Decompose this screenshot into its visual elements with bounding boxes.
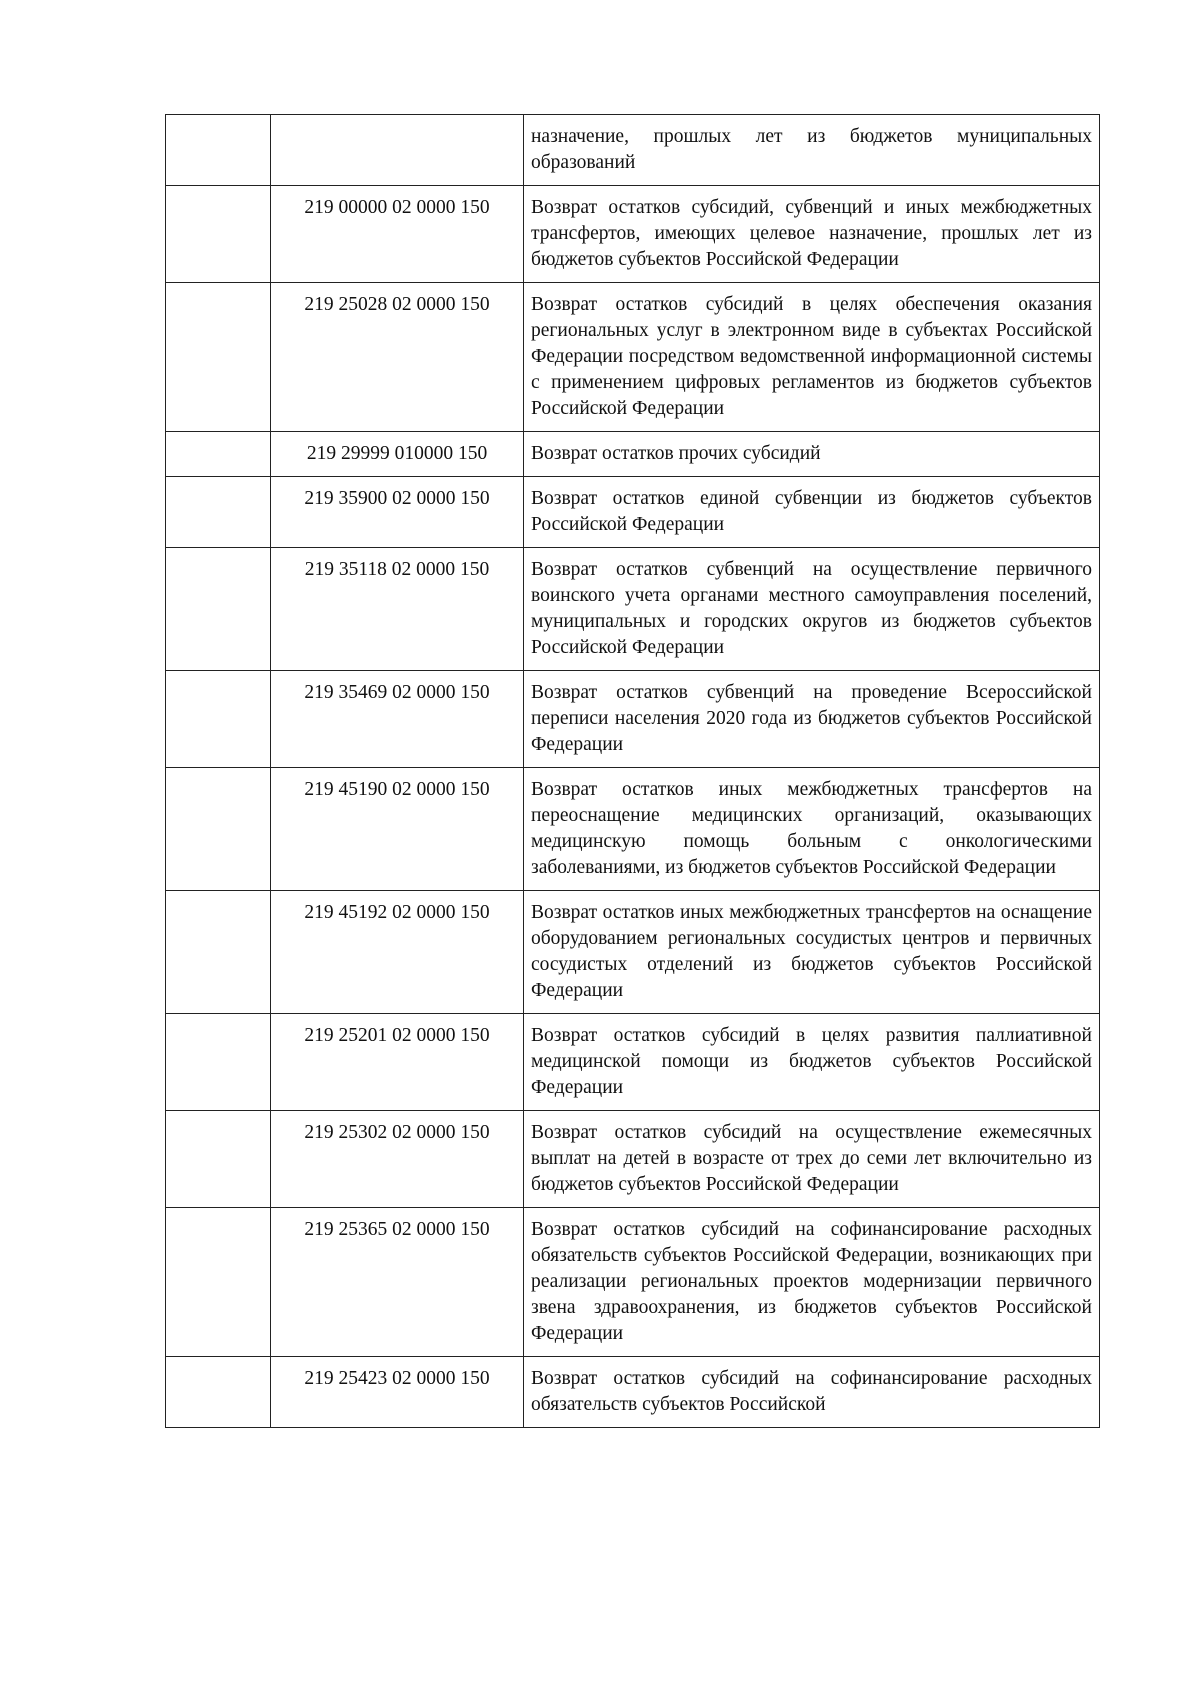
empty-cell <box>166 1357 271 1428</box>
table-row <box>166 477 1100 548</box>
table-row <box>166 548 1100 671</box>
empty-cell <box>166 891 271 1014</box>
code-cell: 219 35118 02 0000 150 <box>271 548 524 671</box>
table-row <box>166 186 1100 283</box>
description-cell: Возврат остатков субвенций на осуществление первичного воинского учета органами местного самоуправления поселений, муниципальных и городских округов из бюджетов субъектов Российской Федерации <box>524 548 1100 671</box>
table-row <box>166 671 1100 768</box>
table-row <box>166 432 1100 477</box>
table-row <box>166 891 1100 1014</box>
description-cell: Возврат остатков субвенций на проведение Всероссийской переписи населения 2020 года из бюджетов субъектов Российской Федерации <box>524 671 1100 768</box>
table-row <box>166 1014 1100 1111</box>
empty-cell <box>166 115 271 186</box>
empty-cell <box>166 671 271 768</box>
description-cell: Возврат остатков иных межбюджетных трансфертов на переоснащение медицинских организаций, оказывающих медицинскую помощь больным с онкологическими заболеваниями, из бюджетов субъектов Российской Федерации <box>524 768 1100 891</box>
code-cell: 219 25365 02 0000 150 <box>271 1208 524 1357</box>
empty-cell <box>166 1014 271 1111</box>
empty-cell <box>166 432 271 477</box>
code-cell: 219 35469 02 0000 150 <box>271 671 524 768</box>
empty-cell <box>166 477 271 548</box>
table-row <box>166 1208 1100 1357</box>
description-cell: Возврат остатков субсидий в целях обеспечения оказания региональных услуг в электронном виде в субъектах Российской Федерации посредством ведомственной информационной системы с применением цифровых регламентов из бюджетов субъектов Российской Федерации <box>524 283 1100 432</box>
description-cell: назначение, прошлых лет из бюджетов муниципальных образований <box>524 115 1100 186</box>
table-row <box>166 1357 1100 1428</box>
code-cell: 219 00000 02 0000 150 <box>271 186 524 283</box>
budget-codes-table <box>165 114 1100 1428</box>
description-cell: Возврат остатков субсидий в целях развития паллиативной медицинской помощи из бюджетов субъектов Российской Федерации <box>524 1014 1100 1111</box>
description-cell: Возврат остатков иных межбюджетных трансфертов на оснащение оборудованием региональных сосудистых центров и первичных сосудистых отделений из бюджетов субъектов Российской Федерации <box>524 891 1100 1014</box>
empty-cell <box>166 548 271 671</box>
table-row <box>166 1111 1100 1208</box>
empty-cell <box>166 1208 271 1357</box>
description-cell: Возврат остатков субсидий на софинансирование расходных обязательств субъектов Российской <box>524 1357 1100 1428</box>
description-cell: Возврат остатков единой субвенции из бюджетов субъектов Российской Федерации <box>524 477 1100 548</box>
empty-cell <box>166 768 271 891</box>
table-row <box>166 115 1100 186</box>
empty-cell <box>166 1111 271 1208</box>
description-cell: Возврат остатков субсидий на софинансирование расходных обязательств субъектов Российской Федерации, возникающих при реализации региональных проектов модернизации первичного звена здравоохранения, из бюджетов субъектов Российской Федерации <box>524 1208 1100 1357</box>
code-cell: 219 35900 02 0000 150 <box>271 477 524 548</box>
description-cell: Возврат остатков субсидий, субвенций и иных межбюджетных трансфертов, имеющих целевое назначение, прошлых лет из бюджетов субъектов Российской Федерации <box>524 186 1100 283</box>
code-cell: 219 29999 010000 150 <box>271 432 524 477</box>
code-cell: 219 25028 02 0000 150 <box>271 283 524 432</box>
code-cell: 219 45192 02 0000 150 <box>271 891 524 1014</box>
code-cell: 219 25302 02 0000 150 <box>271 1111 524 1208</box>
code-cell: 219 25423 02 0000 150 <box>271 1357 524 1428</box>
table-row <box>166 283 1100 432</box>
code-cell <box>271 115 524 186</box>
code-cell: 219 45190 02 0000 150 <box>271 768 524 891</box>
description-cell: Возврат остатков прочих субсидий <box>524 432 1100 477</box>
code-cell: 219 25201 02 0000 150 <box>271 1014 524 1111</box>
table-row <box>166 768 1100 891</box>
empty-cell <box>166 283 271 432</box>
empty-cell <box>166 186 271 283</box>
description-cell: Возврат остатков субсидий на осуществление ежемесячных выплат на детей в возрасте от трех до семи лет включительно из бюджетов субъектов Российской Федерации <box>524 1111 1100 1208</box>
